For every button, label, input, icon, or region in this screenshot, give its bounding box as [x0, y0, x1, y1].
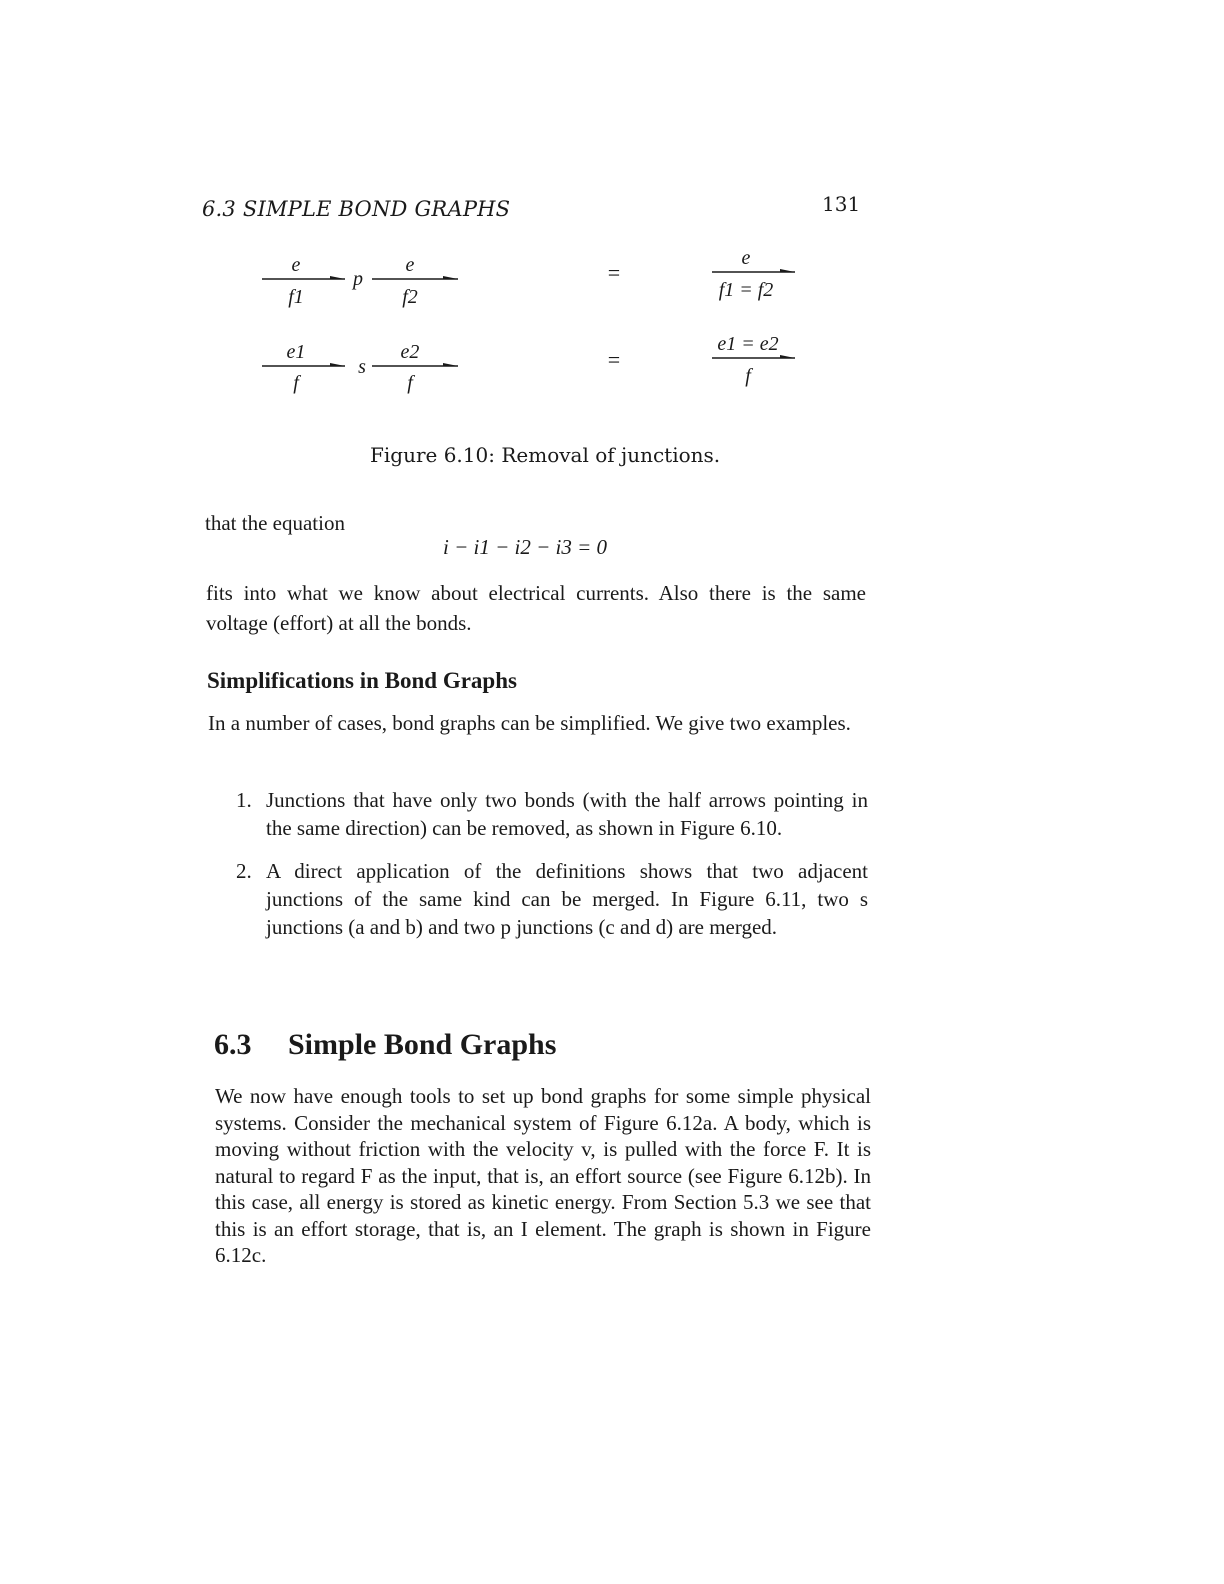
row2-right-flow: f [407, 372, 413, 394]
row1-result-effort: e [741, 247, 751, 269]
list-item [236, 857, 868, 941]
paragraph: fits into what we know about electrical currents. Also there is the same voltage (effort) at all the bonds. [206, 581, 866, 635]
list-item-number: 1. [236, 788, 252, 812]
row2-result-effort: e1 = e2 [717, 333, 779, 355]
paragraph: In a number of cases, bond graphs can be simplified. We give two examples. [208, 711, 851, 735]
paragraph: that the equation [205, 511, 345, 535]
numbered-list [236, 786, 868, 956]
row2-left-effort: e1 [286, 341, 306, 363]
equation: i − i1 − i2 − i3 = 0 [443, 535, 608, 559]
paragraph: We now have enough tools to set up bond graphs for some simple physical systems. Consider the mechanical system of Figure 6.12a. A body, which is moving without friction with the velocity v, is pulled with the force F. It is natural to regard F as the input, that is, an effort source (see Figure 6.12b). In this case, all energy is stored as kinetic energy. From Section 5.3 we see that this is an effort storage, that is, an I element. The graph is shown in Figure 6.12c. [215, 1084, 871, 1267]
row1-junction: p [353, 268, 363, 290]
row1-right-effort: e [405, 254, 415, 276]
row1-left-effort: e [291, 254, 301, 276]
list-item-text: Junctions that have only two bonds (with the half arrows pointing in the same direction) can be removed, as shown in Figure 6.10. [266, 788, 868, 840]
row2-result-flow: f [745, 365, 751, 387]
row1-result-flow: f1 = f2 [718, 279, 774, 301]
row1-right-flow: f2 [402, 286, 418, 308]
list-item-text: A direct application of the definitions shows that two adjacent junctions of the same kind can be merged. In Figure 6.11, two s junctions (a and b) and two p junctions (c and d) are merged. [266, 859, 868, 939]
row2-junction: s [358, 356, 366, 378]
figure-6-10 [0, 0, 1224, 480]
list-item-number: 2. [236, 859, 252, 883]
section-title: Simple Bond Graphs [288, 1028, 557, 1061]
row2-left-flow: f [293, 372, 299, 394]
section-number: 6.3 [214, 1028, 252, 1061]
row1-equals: = [607, 260, 621, 285]
subsection-heading: Simplifications in Bond Graphs [207, 668, 517, 693]
page-number: 131 [822, 192, 861, 216]
row2-right-effort: e2 [400, 341, 420, 363]
section-heading [214, 1028, 556, 1062]
list-item [236, 786, 868, 842]
figure-caption: Figure 6.10: Removal of junctions. [370, 443, 721, 467]
row2-equals: = [607, 347, 621, 372]
row1-left-flow: f1 [288, 286, 304, 308]
running-head: 6.3 SIMPLE BOND GRAPHS [202, 197, 511, 221]
